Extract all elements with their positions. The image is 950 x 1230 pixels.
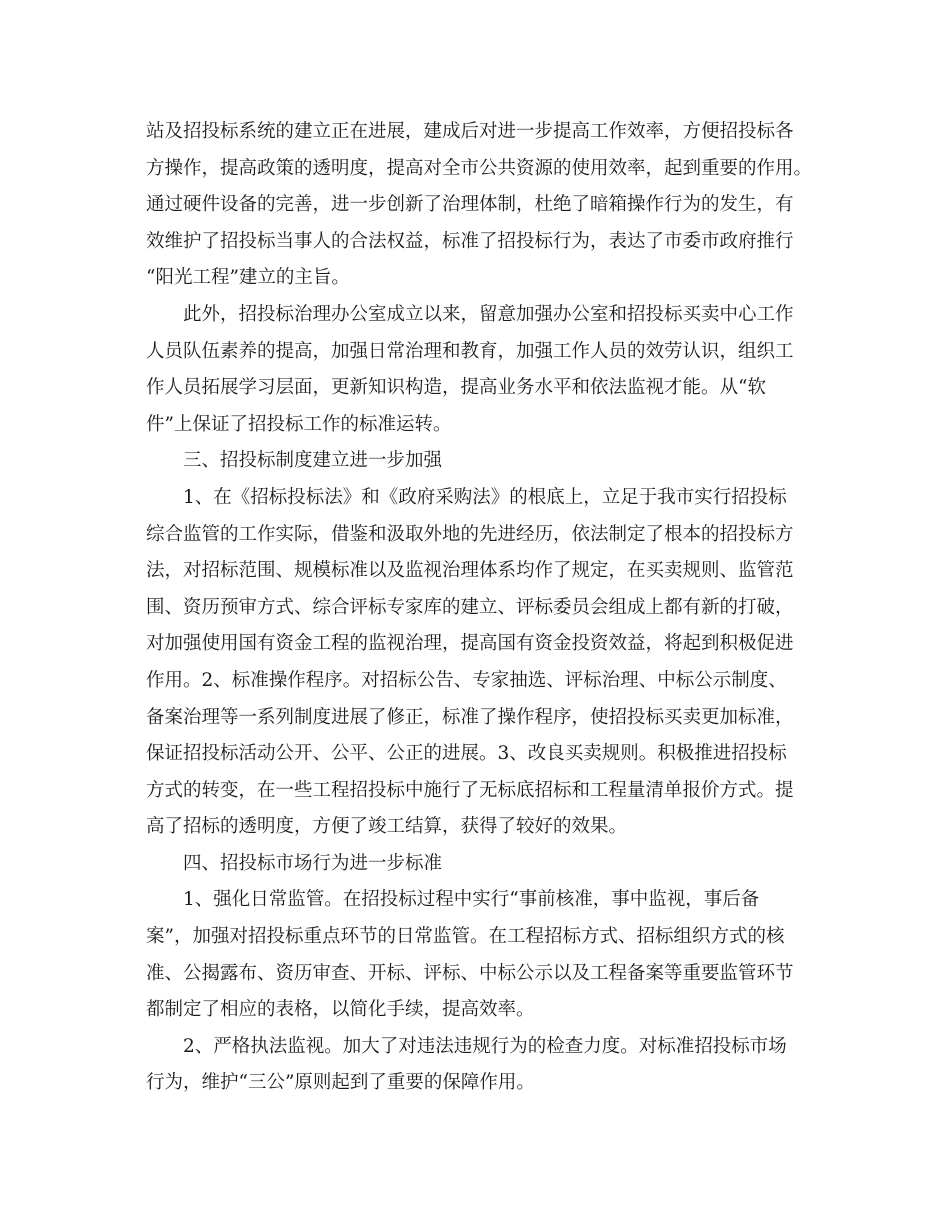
paragraph-start-line: 此外，招投标治理办公室成立以来，留意加强办公室和招投标买卖中心工作 bbox=[183, 303, 794, 325]
text-line: 件”上保证了招投标工作的标准运转。 bbox=[146, 413, 452, 435]
section-heading: 三、招投标制度建立进一步加强 bbox=[183, 450, 443, 472]
text-line: 作人员拓展学习层面，更新知识构造，提高业务水平和依法监视才能。从“软 bbox=[146, 377, 766, 399]
text-line: 准、公揭露布、资历审查、开标、评标、中标公示以及工程备案等重要监管环节 bbox=[146, 962, 794, 984]
text-line: 作用。2、标准操作程序。对招标公告、专家抽选、评标治理、中标公示制度、 bbox=[146, 669, 787, 691]
text-line: 站及招投标系统的建立正在进展，建成后对进一步提高工作效率，方便招投标各 bbox=[146, 121, 794, 142]
text-line: 高了招标的透明度，方便了竣工结算，获得了较好的效果。 bbox=[146, 816, 628, 838]
text-line: 方式的转变，在一些工程招投标中施行了无标底招标和工程量清单报价方式。提 bbox=[146, 779, 794, 801]
text-line: 通过硬件设备的完善，进一步创新了治理体制，杜绝了暗箱操作行为的发生，有 bbox=[146, 194, 794, 216]
text-line: “阳光工程”建立的主旨。 bbox=[146, 267, 350, 289]
document-body bbox=[146, 114, 826, 1102]
text-line: 备案治理等一系列制度进展了修正，标准了操作程序，使招投标买卖更加标准， bbox=[146, 706, 794, 728]
text-line: 效维护了招投标当事人的合法权益，标准了招投标行为，表达了市委市政府推行 bbox=[146, 230, 794, 252]
text-line: 保证招投标活动公开、公平、公正的进展。3、改良买卖规则。积极推进招投标 bbox=[146, 743, 787, 765]
paragraph-start-line: 1、在《招标投标法》和《政府采购法》的根底上，立足于我市实行招投标 bbox=[183, 486, 787, 508]
text-line: 方操作，提高政策的透明度，提高对全市公共资源的使用效率，起到重要的作用。 bbox=[146, 157, 813, 179]
text-line: 都制定了相应的表格，以简化手续，提高效率。 bbox=[146, 999, 535, 1021]
paragraph-start-line: 1、强化日常监管。在招投标过程中实行“事前核准，事中监视，事后备 bbox=[183, 889, 760, 911]
text-line: 人员队伍素养的提高，加强日常治理和教育，加强工作人员的效劳认识，组织工 bbox=[146, 340, 794, 362]
text-line: 围、资历预审方式、综合评标专家库的建立、评标委员会组成上都有新的打破， bbox=[146, 596, 794, 618]
text-line: 行为，维护“三公”原则起到了重要的保障作用。 bbox=[146, 1072, 535, 1094]
text-line: 案”，加强对招投标重点环节的日常监管。在工程招标方式、招标组织方式的核 bbox=[146, 926, 785, 948]
text-line: 对加强使用国有资金工程的监视治理，提高国有资金投资效益，将起到积极促进 bbox=[146, 633, 794, 655]
text-line: 法，对招标范围、规模标准以及监视治理体系均作了规定，在买卖规则、监管范 bbox=[146, 560, 794, 582]
text-line: 综合监管的工作实际，借鉴和汲取外地的先进经历，依法制定了根本的招投标方 bbox=[146, 523, 794, 545]
paragraph-start-line: 2、严格执法监视。加大了对违法违规行为的检查力度。对标准招投标市场 bbox=[183, 1035, 787, 1057]
section-heading: 四、招投标市场行为进一步标准 bbox=[183, 852, 443, 874]
